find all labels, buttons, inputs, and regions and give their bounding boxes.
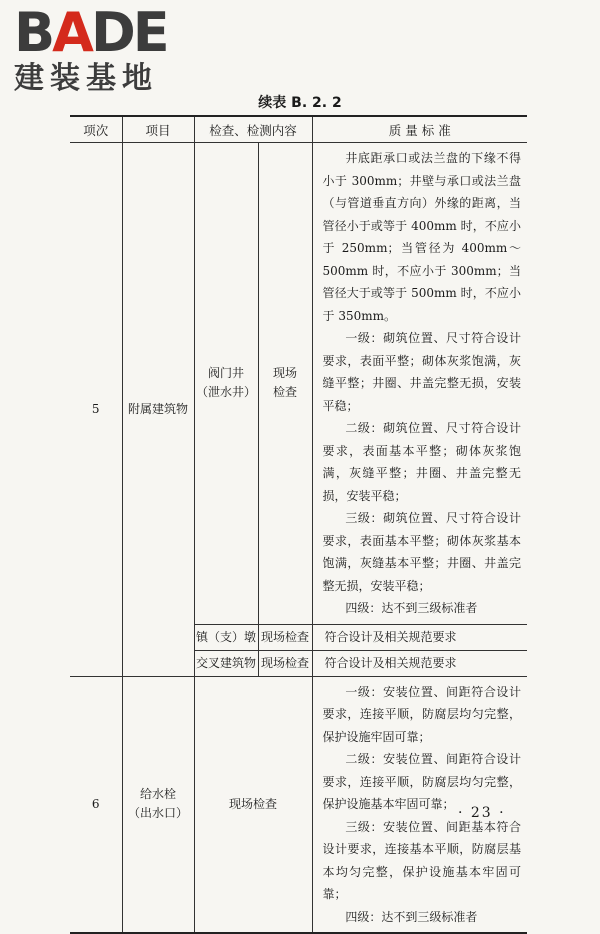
row6-item: 给水栓 （出水口） (122, 676, 194, 933)
header-standard: 质 量 标 准 (312, 116, 527, 143)
row5-cross-standard: 符合设计及相关规范要求 (312, 650, 527, 676)
logo-wordmark: BADE (14, 1, 167, 64)
row5-pier-method: 现场检查 (258, 624, 312, 650)
table-header-row (70, 116, 527, 143)
logo (14, 1, 184, 96)
header-no: 项次 (70, 116, 122, 143)
table-title: 续表 B. 2. 2 (258, 95, 342, 111)
header-inspection: 检查、检测内容 (194, 116, 312, 143)
row5-cross-sub: 交叉建筑物 (194, 650, 258, 676)
row5-valve-standard: 井底距承口或法兰盘的下缘不得小于 300mm；井壁与承口或法兰盘（与管道垂直方向）外缘的距离，当管径小于或等于 400mm 时，不应小于 250mm；当管径为 400mm～500mm 时，不应小于 300mm；当管径大于或等于 500mm 时，不应小于 350mm。 一级：砌筑位置、尺寸符合设计要求，表面平整；砌体灰浆饱满，灰缝平整；井圈、井盖完整无损，安装平稳； 二级：砌筑位置、尺寸符合设计要求，表面基本平整；砌体灰浆饱满，灰缝平整；井圈、井盖完整无损，安装平稳； 三级：砌筑位置、尺寸符合设计要求，表面基本平整；砌体灰浆基本饱满，灰缝基本平整；井圈、井盖完整无损，安装平稳； 四级：达不到三级标准者 (312, 143, 527, 625)
row5-cross-method: 现场检查 (258, 650, 312, 676)
row5-valve-sub: 阀门井 （泄水井） (194, 143, 258, 625)
table-row (70, 143, 527, 625)
row5-no: 5 (70, 143, 122, 677)
row5-valve-method: 现场 检查 (258, 143, 312, 625)
page-number: · 23 · (458, 805, 506, 821)
row5-pier-standard: 符合设计及相关规范要求 (312, 624, 527, 650)
row6-no: 6 (70, 676, 122, 933)
row6-standard: 一级：安装位置、间距符合设计要求，连接平顺，防腐层均匀完整，保护设施牢固可靠； 二级：安装位置、间距符合设计要求，连接平顺，防腐层均匀完整，保护设施基本牢固可靠； 三级：安装位置、间距基本符合设计要求，连接基本平顺，防腐层基本均匀完整，保护设施基本牢固可靠； 四级：达不到三级标准者 (312, 676, 527, 933)
logo-subtitle: 建装基地 (14, 61, 158, 96)
header-item: 项目 (122, 116, 194, 143)
row5-item: 附属建筑物 (122, 143, 194, 677)
row6-method: 现场检查 (194, 676, 312, 933)
row5-pier-sub: 镇（支）墩 (194, 624, 258, 650)
